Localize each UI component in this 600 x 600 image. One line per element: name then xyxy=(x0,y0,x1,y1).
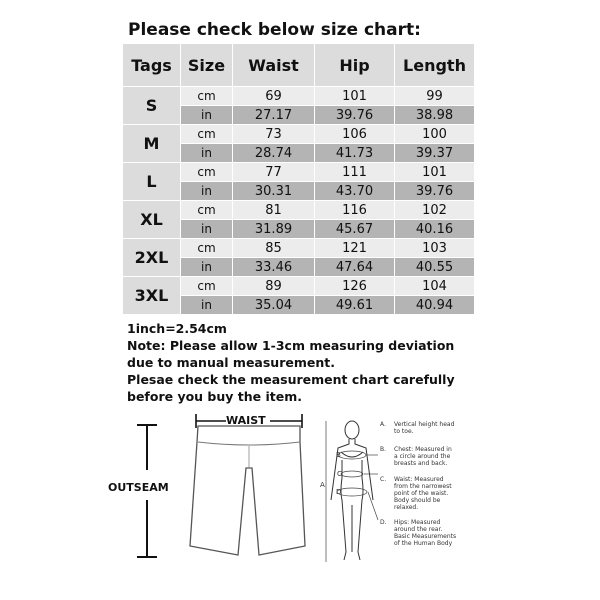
unit-cell: in xyxy=(181,296,233,315)
unit-cell: in xyxy=(181,106,233,125)
hip-cell: 116 xyxy=(315,201,395,220)
waist-cell: 35.04 xyxy=(233,296,315,315)
legend-letter-a: A. xyxy=(380,421,386,428)
unit-cell: cm xyxy=(181,201,233,220)
page-title: Please check below size chart: xyxy=(128,20,421,40)
size-tag: 2XL xyxy=(123,239,181,277)
hip-cell: 43.70 xyxy=(315,182,395,201)
unit-cell: cm xyxy=(181,163,233,182)
header-tags: Tags xyxy=(123,44,181,87)
waist-cell: 27.17 xyxy=(233,106,315,125)
outseam-label: OUTSEAM xyxy=(108,481,169,494)
unit-cell: in xyxy=(181,144,233,163)
waist-cell: 30.31 xyxy=(233,182,315,201)
unit-cell: cm xyxy=(181,277,233,296)
note-line: due to manual measurement. xyxy=(127,355,335,370)
note-line: before you buy the item. xyxy=(127,389,302,404)
hip-cell: 39.76 xyxy=(315,106,395,125)
length-cell: 100 xyxy=(395,125,475,144)
waist-cell: 85 xyxy=(233,239,315,258)
hip-cell: 106 xyxy=(315,125,395,144)
size-tag: 3XL xyxy=(123,277,181,315)
legend-text-d: Hips: Measured around the rear. Basic Measurements of the Human Body xyxy=(394,519,457,547)
hip-cell: 126 xyxy=(315,277,395,296)
legend-text-c: Waist: Measured from the narrowest point of the waist. Body should be relaxed. xyxy=(394,476,452,511)
unit-cell: cm xyxy=(181,239,233,258)
length-cell: 101 xyxy=(395,163,475,182)
legend-text-b: Chest: Measured in a circle around the breasts and back. xyxy=(394,446,452,467)
body-letter-b: B xyxy=(336,451,341,459)
hip-cell: 101 xyxy=(315,87,395,106)
waist-cell: 31.89 xyxy=(233,220,315,239)
unit-cell: cm xyxy=(181,125,233,144)
length-cell: 39.76 xyxy=(395,182,475,201)
size-tag: M xyxy=(123,125,181,163)
unit-cell: in xyxy=(181,220,233,239)
waist-cell: 69 xyxy=(233,87,315,106)
body-letter-c: C xyxy=(337,470,342,478)
note-line: Note: Please allow 1-3cm measuring deviation xyxy=(127,338,455,353)
unit-cell: in xyxy=(181,182,233,201)
header-length: Length xyxy=(395,44,475,87)
waist-cell: 73 xyxy=(233,125,315,144)
body-letter-a: A xyxy=(320,481,325,489)
waist-cell: 33.46 xyxy=(233,258,315,277)
unit-conversion-note: 1inch=2.54cm xyxy=(127,321,227,336)
header-hip: Hip xyxy=(315,44,395,87)
size-tag: S xyxy=(123,87,181,125)
unit-cell: in xyxy=(181,258,233,277)
hip-cell: 47.64 xyxy=(315,258,395,277)
length-cell: 104 xyxy=(395,277,475,296)
length-cell: 103 xyxy=(395,239,475,258)
legend-letter-b: B. xyxy=(380,446,387,453)
note-line: Plesae check the measurement chart carefully xyxy=(127,372,455,387)
waist-cell: 28.74 xyxy=(233,144,315,163)
waist-cell: 81 xyxy=(233,201,315,220)
header-waist: Waist xyxy=(233,44,315,87)
waist-label: WAIST xyxy=(226,414,266,427)
length-cell: 102 xyxy=(395,201,475,220)
length-cell: 39.37 xyxy=(395,144,475,163)
waist-cell: 89 xyxy=(233,277,315,296)
legend-letter-d: D. xyxy=(380,519,387,526)
waist-cell: 77 xyxy=(233,163,315,182)
length-cell: 38.98 xyxy=(395,106,475,125)
hip-cell: 121 xyxy=(315,239,395,258)
header-size: Size xyxy=(181,44,233,87)
body-letter-d: D xyxy=(336,488,342,496)
legend-letter-c: C. xyxy=(380,476,387,483)
size-tag: XL xyxy=(123,201,181,239)
hip-cell: 45.67 xyxy=(315,220,395,239)
unit-cell: cm xyxy=(181,87,233,106)
length-cell: 40.94 xyxy=(395,296,475,315)
size-tag: L xyxy=(123,163,181,201)
length-cell: 40.16 xyxy=(395,220,475,239)
hip-cell: 41.73 xyxy=(315,144,395,163)
length-cell: 99 xyxy=(395,87,475,106)
hip-cell: 49.61 xyxy=(315,296,395,315)
length-cell: 40.55 xyxy=(395,258,475,277)
hip-cell: 111 xyxy=(315,163,395,182)
legend-text-a: Vertical height head to toe. xyxy=(394,421,455,435)
